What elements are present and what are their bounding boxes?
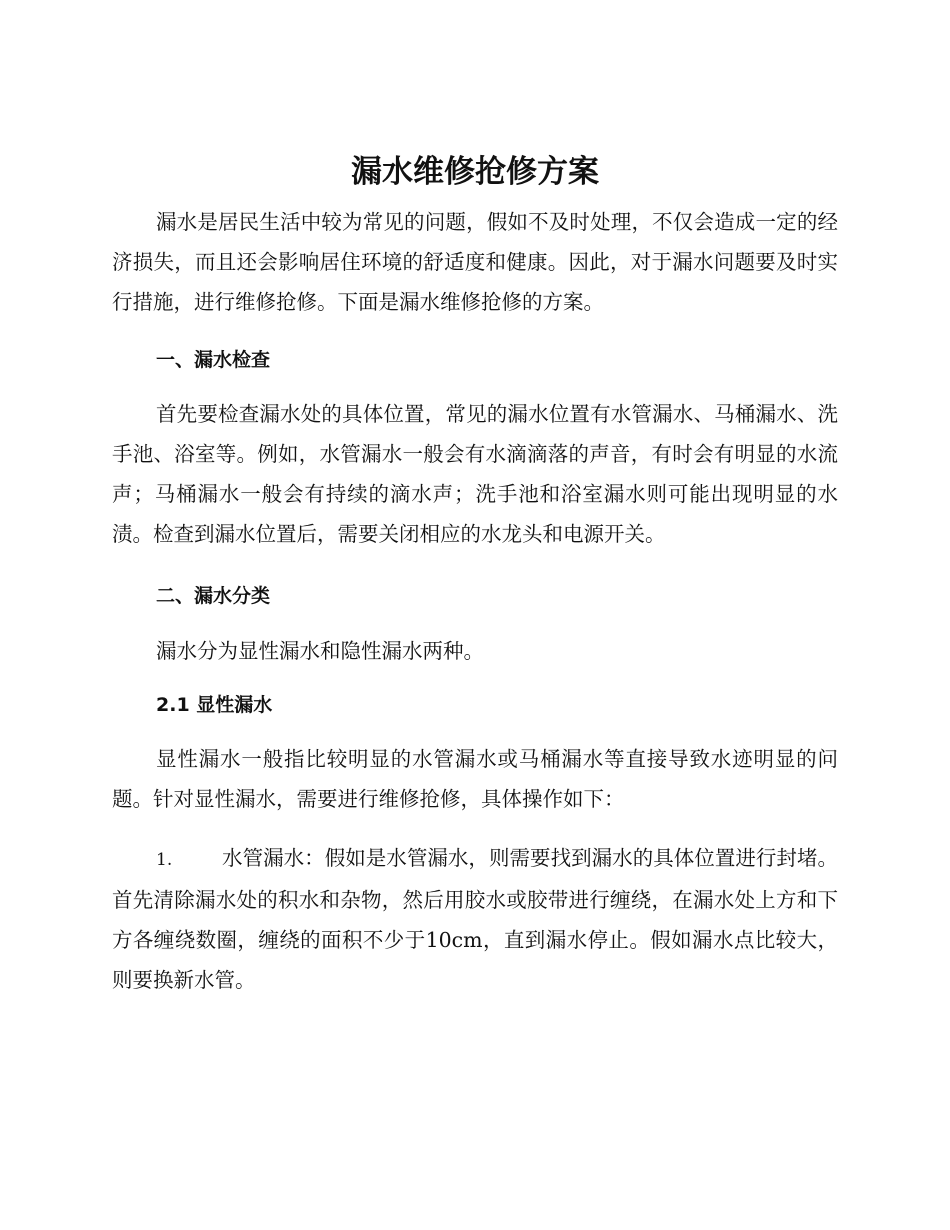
list-item-text: 水管漏水：假如是水管漏水，则需要找到漏水的具体位置进行封堵。首先清除漏水处的积水和杂物，然后用胶水或胶带进行缠绕，在漏水处上方和下方各缠绕数圈，缠绕的面积不少于10cm，直到漏水停止。假如漏水点比较大，则要换新水管。 xyxy=(112,846,838,992)
section-heading-inspection: 一、漏水检查 xyxy=(156,349,271,371)
inspection-paragraph: 首先要检查漏水处的具体位置，常见的漏水位置有水管漏水、马桶漏水、洗手池、浴室等。例如，水管漏水一般会有水滴滴落的声音，有时会有明显的水流声；马桶漏水一般会有持续的滴水声；洗手池和浴室漏水则可能出现明显的水渍。检查到漏水位置后，需要关闭相应的水龙头和电源开关。 xyxy=(112,402,838,546)
visible-leak-paragraph: 显性漏水一般指比较明显的水管漏水或马桶漏水等直接导致水迹明显的问题。针对显性漏水，需要进行维修抢修，具体操作如下： xyxy=(112,747,838,811)
intro-paragraph: 漏水是居民生活中较为常见的问题，假如不及时处理，不仅会造成一定的经济损失，而且还会影响居住环境的舒适度和健康。因此，对于漏水问题要及时实行措施，进行维修抢修。下面是漏水维修抢修的方案。 xyxy=(112,210,838,314)
document-title: 漏水维修抢修方案 xyxy=(351,154,599,190)
subsection-heading-visible-leak: 2.1 显性漏水 xyxy=(156,694,273,716)
list-item-number: 1. xyxy=(156,850,173,870)
section-heading-classification: 二、漏水分类 xyxy=(156,585,271,607)
classification-paragraph: 漏水分为显性漏水和隐性漏水两种。 xyxy=(156,639,484,663)
list-item xyxy=(112,838,838,1000)
